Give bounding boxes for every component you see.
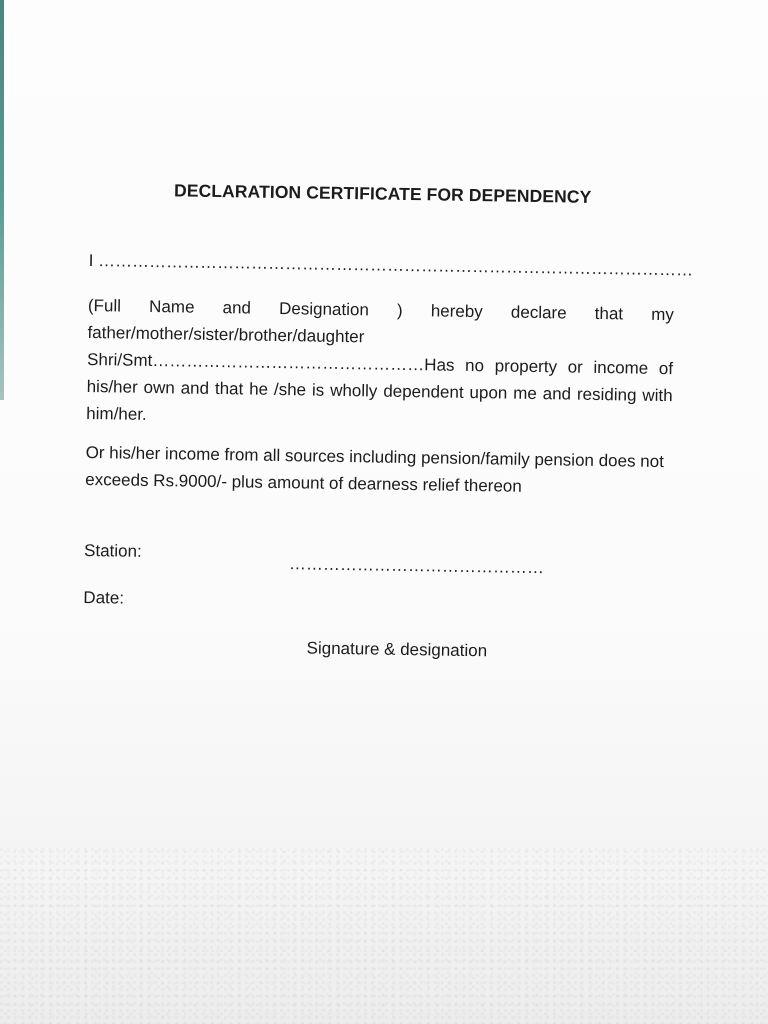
date-label: Date: <box>83 587 125 608</box>
declarant-name-line: I …………………………………………………………………………………………… <box>88 250 694 280</box>
certificate-title: DECLARATION CERTIFICATE FOR DEPENDENCY <box>173 180 592 207</box>
paper-edge-strip <box>0 0 4 400</box>
paper-grain <box>0 844 768 1024</box>
certificate-body <box>82 176 694 667</box>
station-label: Station: <box>83 540 142 561</box>
signature-line: ……………………………………… <box>288 554 545 578</box>
income-paragraph: Or his/her income from all sources including pension/family pension does not exceeds Rs.9000/- plus amount of dearness relief thereon <box>85 442 665 496</box>
declaration-paragraph: (Full Name and Designation ) hereby declare that my father/mother/sister/brother/daughter Shri/Smt…………………………………………Has no property or income of his/her own and that he /she is wholly dependent upon me and residing with him/her. <box>86 295 675 424</box>
signature-designation-label: Signature & designation <box>306 638 488 661</box>
station-row <box>84 537 545 581</box>
